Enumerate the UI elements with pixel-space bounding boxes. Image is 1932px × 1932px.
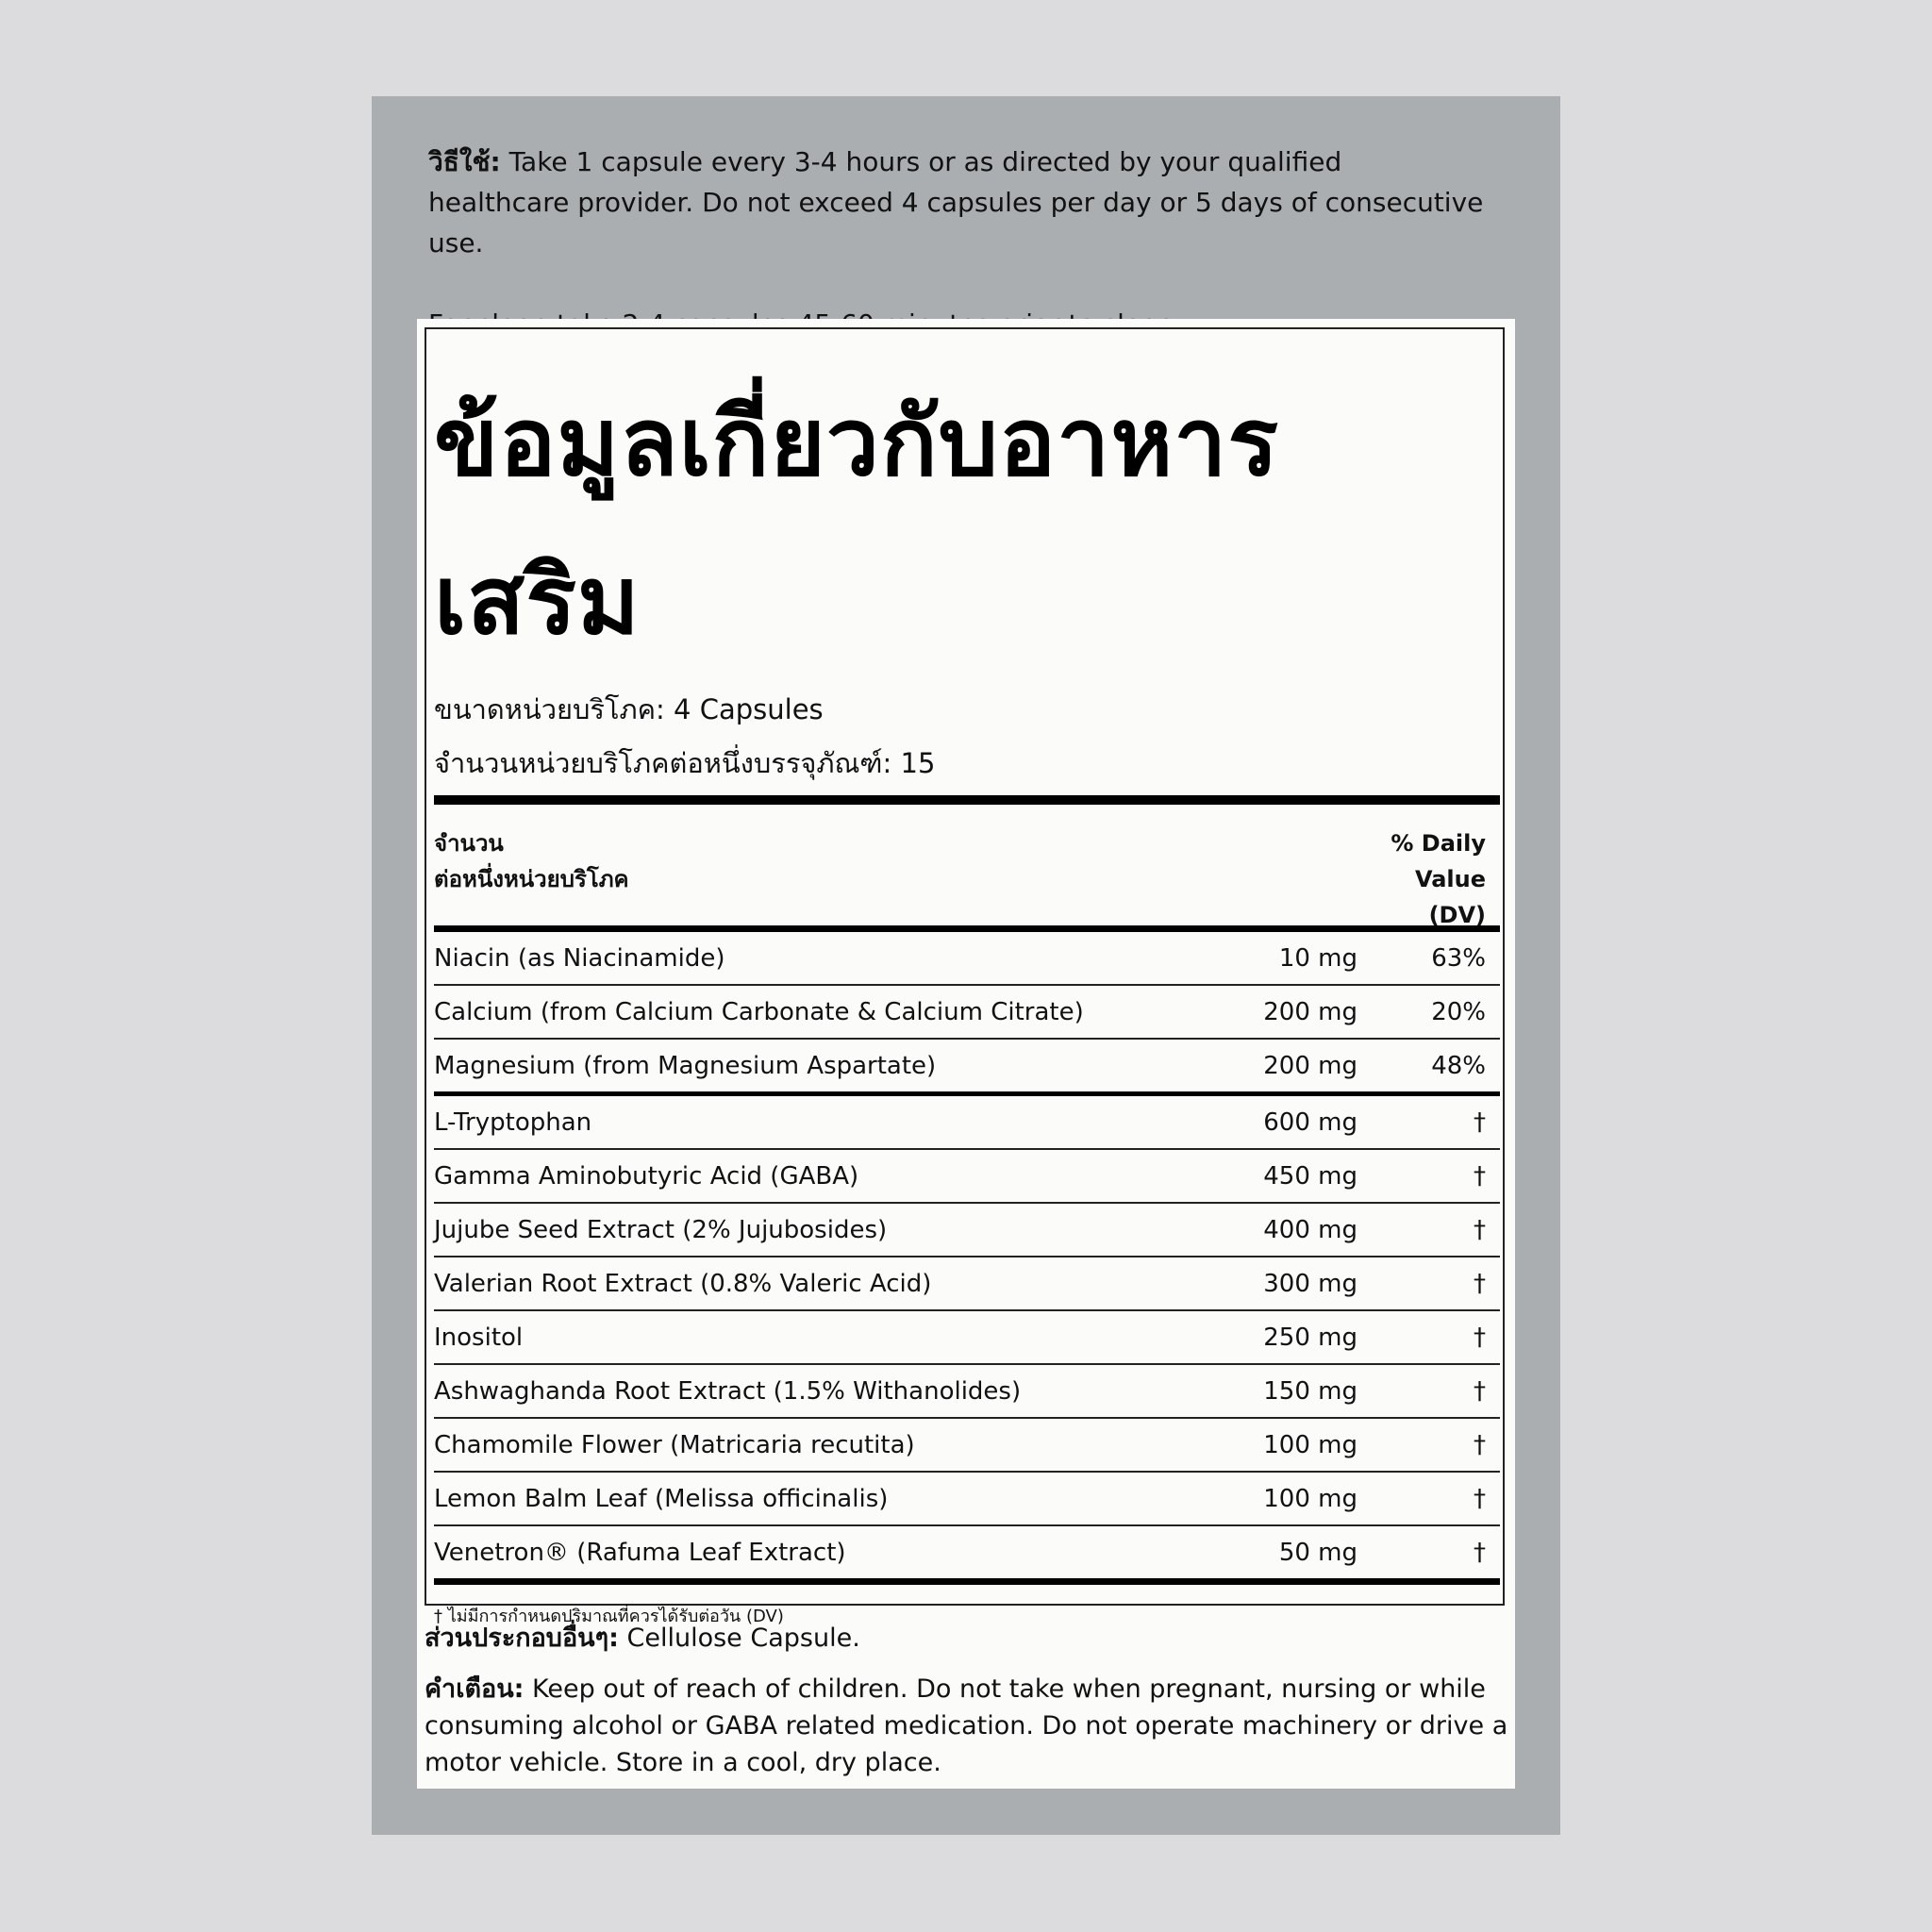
ingredient-amount: 100 mg — [1263, 1430, 1357, 1459]
facts-header-row — [434, 805, 1500, 928]
ingredient-dv: † — [1474, 1269, 1486, 1298]
daily-value-header — [1391, 825, 1486, 933]
ingredient-dv: † — [1474, 1376, 1486, 1406]
table-row — [434, 1473, 1500, 1526]
amount-per-serving-header — [434, 825, 629, 897]
directions-body: Take 1 capsule every 3-4 hours or as directed by your qualified healthcare provider. Do not exceed 4 capsules per day or 5 days of consecutive use. — [428, 146, 1484, 258]
table-row — [434, 1257, 1500, 1311]
table-row — [434, 986, 1500, 1040]
ingredient-name: Venetron® (Rafuma Leaf Extract) — [434, 1538, 846, 1567]
table-row — [434, 1365, 1500, 1419]
nutrient-amount: 200 mg — [1263, 997, 1357, 1026]
directions — [428, 142, 1485, 344]
ingredient-dv: † — [1474, 1484, 1486, 1513]
thick-divider — [434, 795, 1500, 805]
nutrient-dv: 63% — [1431, 943, 1486, 973]
nutrient-name: Magnesium (from Magnesium Aspartate) — [434, 1051, 937, 1080]
ingredient-name: Lemon Balm Leaf (Melissa officinalis) — [434, 1484, 889, 1513]
header-amount-line2: ต่อหนึ่งหน่วยบริโภค — [434, 866, 629, 892]
warning-text: Keep out of reach of children. Do not take when pregnant, nursing or while consuming alcohol or GABA related medication. Do not operate machinery or drive a motor vehicle. Store in a cool, dry place. — [425, 1674, 1508, 1777]
servings-per-container: จำนวนหน่วยบริโภคต่อหนึ่งบรรจุภัณฑ์: 15 — [434, 747, 936, 779]
facts-title-line2: เสริม — [434, 545, 641, 656]
ingredient-name: Inositol — [434, 1323, 524, 1352]
nutrient-amount: 10 mg — [1278, 943, 1357, 973]
ingredient-name: Jujube Seed Extract (2% Jujubosides) — [434, 1215, 888, 1244]
directions-text — [428, 142, 1485, 263]
serving-size: ขนาดหน่วยบริโภค: 4 Capsules — [434, 693, 824, 725]
ingredient-amount: 400 mg — [1263, 1215, 1357, 1244]
facts-title-line1: ข้อมูลเกี่ยวกับอาหาร — [434, 387, 1280, 497]
nutrient-dv: 48% — [1431, 1051, 1486, 1080]
nutrient-name: Calcium (from Calcium Carbonate & Calcium Citrate) — [434, 997, 1084, 1026]
table-row — [434, 1526, 1500, 1578]
ingredient-name: L-Tryptophan — [434, 1108, 592, 1137]
nutrient-name: Niacin (as Niacinamide) — [434, 943, 725, 973]
nutrient-amount: 200 mg — [1263, 1051, 1357, 1080]
table-row — [434, 1419, 1500, 1473]
facts-title — [434, 329, 1500, 680]
warning — [425, 1671, 1509, 1781]
ingredient-amount: 600 mg — [1263, 1108, 1357, 1137]
ingredient-dv: † — [1474, 1538, 1486, 1567]
nutrient-dv: 20% — [1431, 997, 1486, 1026]
ingredient-dv: † — [1474, 1161, 1486, 1191]
table-row — [434, 932, 1500, 986]
other-ingredients-text: Cellulose Capsule. — [618, 1624, 860, 1653]
table-row — [434, 1096, 1500, 1150]
ingredient-amount: 450 mg — [1263, 1161, 1357, 1191]
ingredient-amount: 250 mg — [1263, 1323, 1357, 1352]
table-row — [434, 1204, 1500, 1257]
table-row — [434, 1040, 1500, 1096]
ingredient-name: Chamomile Flower (Matricaria recutita) — [434, 1430, 915, 1459]
label-panel — [372, 96, 1560, 1835]
ingredient-name: Ashwaghanda Root Extract (1.5% Withanolides) — [434, 1376, 1022, 1406]
ingredient-amount: 150 mg — [1263, 1376, 1357, 1406]
ingredient-dv: † — [1474, 1323, 1486, 1352]
table-row — [434, 1150, 1500, 1204]
ingredient-name: Gamma Aminobutyric Acid (GABA) — [434, 1161, 859, 1191]
header-amount-line1: จำนวน — [434, 830, 504, 857]
ingredient-dv: † — [1474, 1108, 1486, 1137]
directions-label: วิธีใช้: — [428, 146, 501, 177]
ingredient-name: Valerian Root Extract (0.8% Valeric Acid) — [434, 1269, 932, 1298]
ingredient-amount: 300 mg — [1263, 1269, 1357, 1298]
ingredient-amount: 50 mg — [1278, 1538, 1357, 1567]
supplement-label — [417, 319, 1515, 1789]
header-dv-line1: % Daily — [1391, 830, 1486, 857]
supplement-facts-box — [425, 327, 1505, 1626]
ingredient-amount: 100 mg — [1263, 1484, 1357, 1513]
ingredient-dv: † — [1474, 1430, 1486, 1459]
dv-footnote: † ไม่มีการกำหนดปริมาณที่ควรได้รับต่อวัน (DV) — [434, 1607, 784, 1626]
ingredient-dv: † — [1474, 1215, 1486, 1244]
table-end-divider — [434, 1578, 1500, 1585]
warning-label: คำเตือน: — [425, 1674, 525, 1704]
table-row — [434, 1311, 1500, 1365]
header-divider — [434, 925, 1500, 932]
other-ingredients-label: ส่วนประกอบอื่นๆ: — [425, 1624, 619, 1653]
header-dv-line2: Value — [1414, 866, 1486, 892]
header-dv-line3: (DV) — [1428, 902, 1486, 928]
other-ingredients — [425, 1620, 860, 1657]
